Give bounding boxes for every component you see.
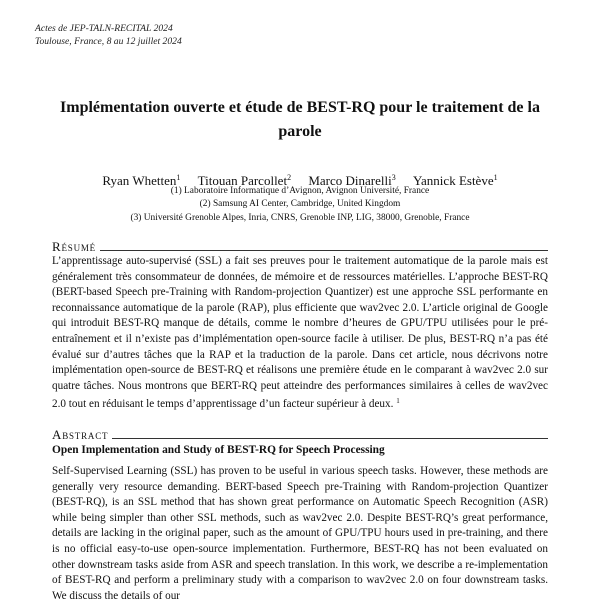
author-1-affil: 1 [176, 173, 181, 182]
author-2: Titouan Parcollet$^2$ [197, 173, 292, 188]
conference-line-2: Toulouse, France, 8 au 12 juillet 2024 [35, 36, 182, 47]
affiliations [40, 185, 560, 225]
abstract-heading [52, 428, 548, 442]
conference-line-1: Actes de JEP-TALN-RECITAL 2024 [35, 23, 173, 34]
abstract-paragraph: Self-Supervised Learning (SSL) has proven to be useful in various speech tasks. However, these methods are generally very resource demanding. BERT-based Speech pre-Training with Random-projection Quantizer (BEST-RQ), is an SSL method that has shown great performance on Automatic Speech Recognition (ASR) while being simpler than other SSL methods, such as wav2vec 2.0. Despite BEST-RQ’s great performance, details are lacking in the original paper, such as the amount of GPU/TPU hours used in pre-training, and there is no official easy-to-use open-source implementation. Furthermore, BEST-RQ has not been evaluated on other downstream tasks aside from ASR and speech translation. In this work, we describe a re-implementation of BEST-RQ and perform a preliminary study with a comparison to wav2vec 2.0 on four downstream tasks. We discuss the details of our [52, 465, 548, 602]
english-title: Open Implementation and Study of BEST-RQ for Speech Processing [52, 444, 385, 456]
author-1: Ryan Whetten$^1$ [102, 173, 181, 188]
paper-title: Implémentation ouverte et étude de BEST-RQ pour le traitement de la parole [60, 99, 540, 140]
resume-paragraph [52, 254, 548, 413]
resume-text: L’apprentissage auto-supervisé (SSL) a fait ses preuves pour le traitement automatique de la parole mais est généralement très consommateur de données, de mémoire et de ressources matérielles. L’approche BEST-RQ (BERT-based Speech pre-Training with Random-projection Quantizer) est une approche SSL performante en reconnaissance automatique de la parole (RAP), plus efficiente que wav2vec 2.0. L’article original de Google qui introduit BEST-RQ manque de détails, comme le nombre d’heures de GPU/TPU utilisées pour le pré-entraînement et il n’existe pas d’implémentation open-source facile à utiliser. De plus, BEST-RQ n’a pas été évalué sur d’autres tâches que la RAP et la traduction de la parole. Dans cet article, nous décrivons notre implémentation open-source de BEST-RQ et réalisons une première étude en le comparant à wav2vec 2.0 sur quatre tâches. Nous montrons que BERT-RQ peut atteindre des performances similaires à celles de wav2vec 2.0 tout en réduisant le temps d’apprentissage d’un facteur supérieur à deux. [52, 255, 548, 411]
author-3-affil: 3 [391, 173, 396, 182]
author-3: Marco Dinarelli$^3$ [308, 173, 396, 188]
footnote-mark: 1 [396, 397, 400, 406]
abstract-heading-label: Abstract [52, 427, 109, 442]
author-4-affil: 1 [493, 173, 498, 182]
resume-heading-label: Résumé [52, 239, 96, 254]
affiliation-2: (2) Samsung AI Center, Cambridge, United Kingdom [199, 199, 401, 210]
resume-heading-rule [100, 250, 548, 251]
abstract-heading-rule [112, 438, 548, 439]
affiliation-1: (1) Laboratoire Informatique d’Avignon, Avignon Université, France [170, 186, 430, 196]
resume-heading [52, 240, 548, 254]
author-4: Yannick Estève$^1$ [412, 173, 498, 188]
author-2-affil: 2 [287, 173, 292, 182]
conference-info [35, 22, 182, 48]
affiliation-3: (3) Université Grenoble Alpes, Inria, CNRS, Grenoble INP, LIG, 38000, Grenoble, France [130, 212, 470, 223]
